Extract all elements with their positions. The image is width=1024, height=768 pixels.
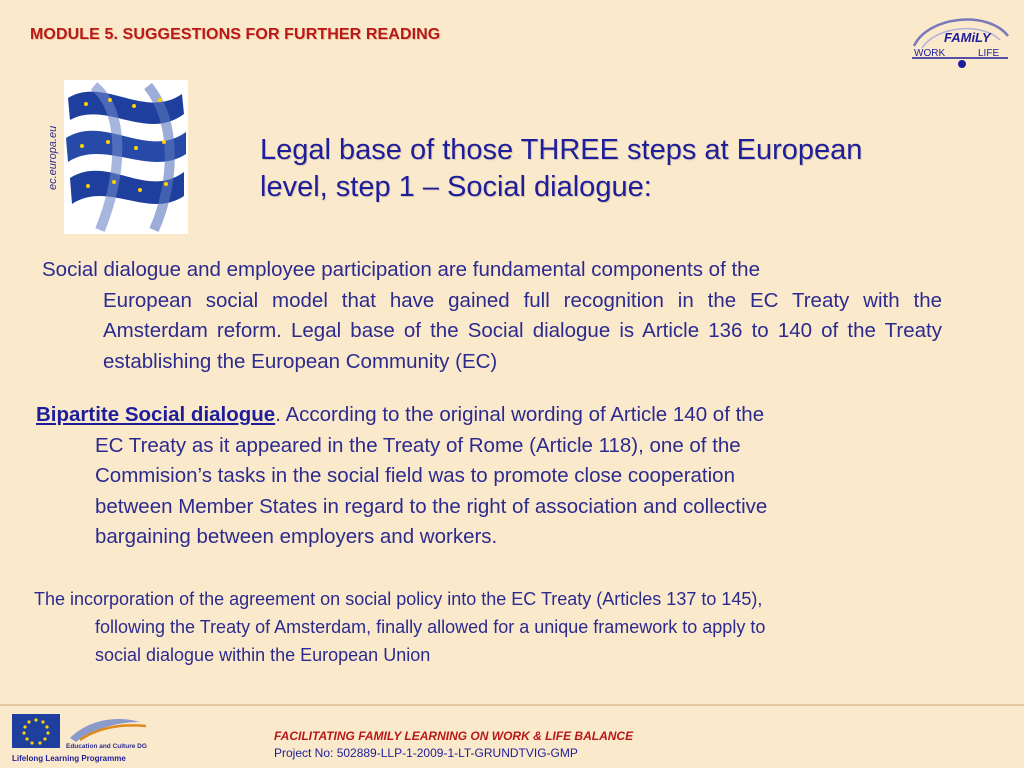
paragraph-bipartite (36, 400, 948, 553)
module-title: MODULE 5. SUGGESTIONS FOR FURTHER READING (30, 26, 441, 43)
paragraph2-line4: between Member States in regard to the right of association and collective (95, 494, 768, 518)
paragraph1-line1: Social dialogue and employee participation are fundamental components of the (42, 258, 760, 281)
paragraph3-line1: The incorporation of the agreement on social policy into the EC Treaty (Articles 137 to 145), (34, 589, 763, 609)
paragraph2-line1 (36, 400, 948, 431)
programme-label: Lifelong Learning Programme (12, 754, 126, 763)
image-source-caption: ec.europa.eu (47, 125, 59, 190)
footer-project-title: FACILITATING FAMILY LEARNING ON WORK & LIFE BALANCE (274, 729, 634, 743)
logo-family-text: FAMiLY (944, 30, 991, 45)
footer-divider (0, 704, 1024, 706)
paragraph2-line5: bargaining between employers and workers. (95, 525, 498, 548)
slide-heading (260, 132, 990, 206)
bipartite-term: Bipartite Social dialogue (36, 403, 276, 426)
logo-dot (958, 60, 966, 68)
lifelong-learning-logos (10, 712, 190, 764)
paragraph2-line1-rest: . According to the original wording of Article 140 of the (275, 403, 765, 426)
paragraph3-line2: following the Treaty of Amsterdam, finally allowed for a unique framework to apply to (95, 617, 766, 637)
paragraph3-line3: social dialogue within the European Union (95, 645, 431, 665)
footer-project-number: Project No: 502889-LLP-1-2009-1-LT-GRUNDTVIG-GMP (274, 746, 578, 760)
logo-work-text: WORK (914, 48, 946, 59)
heading-line-2: level, step 1 – Social dialogue: (260, 171, 652, 203)
family-work-life-logo (908, 12, 1012, 74)
paragraph-social-dialogue (42, 255, 942, 377)
paragraph1-rest: European social model that have gained full recognition in the EC Treaty with the Amsterdam reform. Legal base of the Social dialogue is Article 136 to 140 of the Treaty establishing the European Community (EC) (103, 288, 942, 373)
logo-life-text: LIFE (978, 48, 1000, 59)
paragraph2-line3: Commision’s tasks in the social field was to promote close cooperation (95, 464, 735, 487)
dg-label: Education and Culture DG (66, 743, 147, 750)
heading-line-1: Legal base of those THREE steps at European (260, 134, 863, 166)
paragraph-incorporation (34, 585, 964, 669)
paragraph2-line2: EC Treaty as it appeared in the Treaty of Rome (Article 118), one of the (95, 433, 741, 457)
eu-ribbon-image (64, 80, 188, 234)
